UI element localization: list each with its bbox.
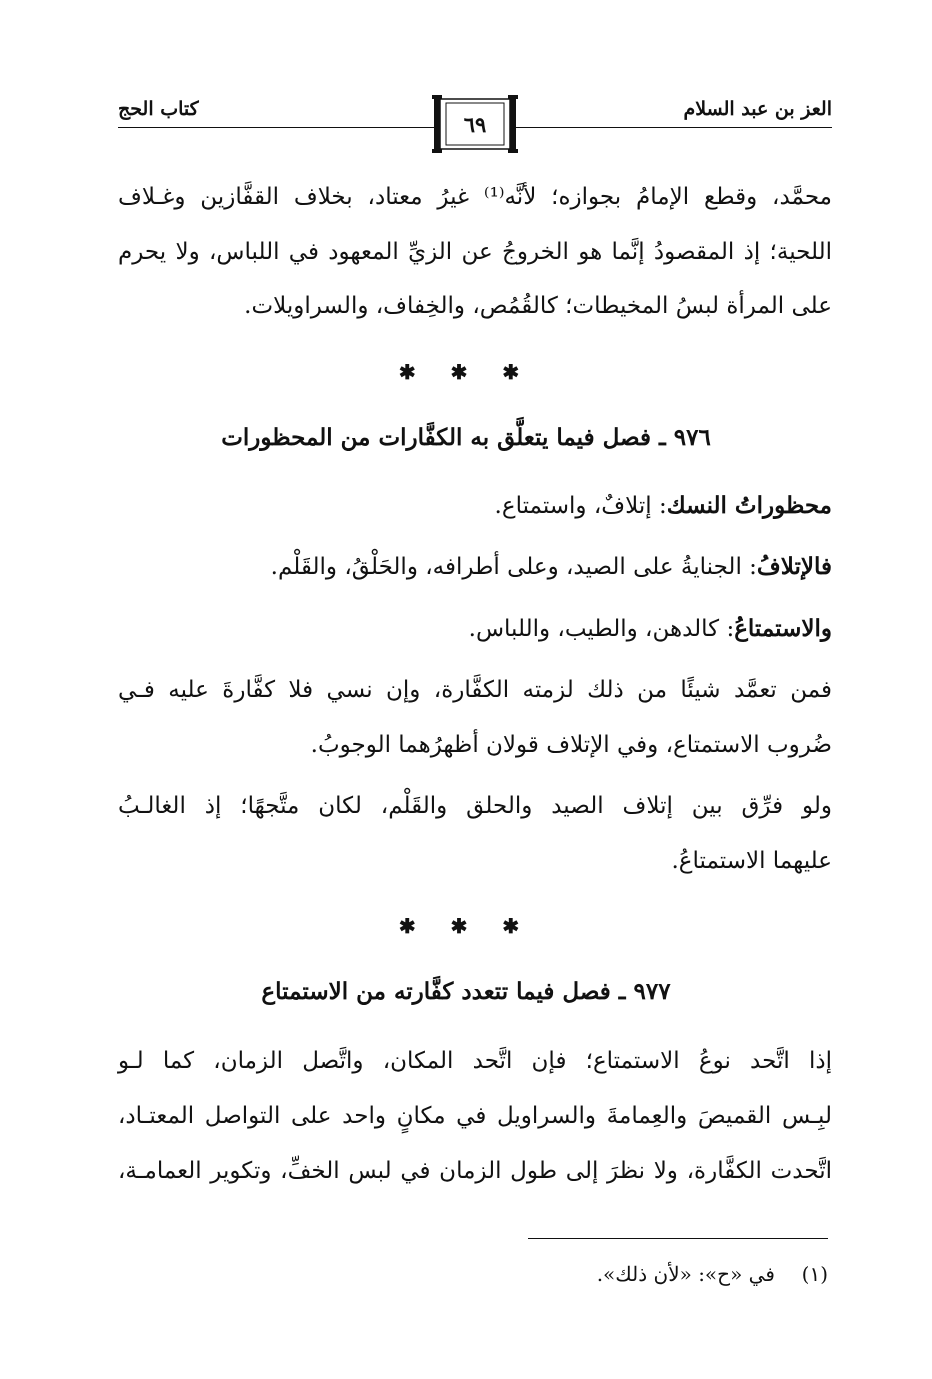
paragraph-line: لبِـس القميصَ والعِمامةَ والسراويل في مكانٍ واحد على التواصل المعتـاد، xyxy=(118,1103,832,1129)
paragraph-line: اتَّحدت الكفَّارة، ولا نظرَ إلى طول الزمان في لبس الخفِّ، وتكوير العمامـة، xyxy=(118,1158,832,1184)
paragraph-line: ولو فرِّق بين إتلاف الصيد والحلق والقَلْم، لكان متَّجهًا؛ إذ الغالـبُ xyxy=(118,793,832,819)
paragraph-line xyxy=(469,614,832,644)
paragraph-line: عليهما الاستمتاعُ. xyxy=(671,848,832,874)
paragraph-line: على المرأة لبسُ المخيطات؛ كالقُمُص، والخِفاف، والسراويلات. xyxy=(244,293,832,319)
section-heading-976: ٩٧٦ ـ فصل فيما يتعلَّق به الكفَّارات من المحظورات xyxy=(221,424,711,451)
term-definition: : إتلافٌ، واستمتاع. xyxy=(494,493,667,519)
section-separator: ✱ ✱ ✱ xyxy=(398,360,534,384)
term-definition: : الجنايةُ على الصيد، وعلى أطرافه، والحَلْقُ، والقَلْم. xyxy=(270,554,757,580)
paragraph-line: إذا اتَّحد نوعُ الاستمتاع؛ فإن اتَّحد المكان، واتَّصل الزمان، كما لـو xyxy=(118,1048,832,1074)
footnote-text: في «ح»: «لأن ذلك». xyxy=(596,1262,775,1286)
header-rule-left xyxy=(118,127,440,128)
term-bold: محظوراتُ النسك xyxy=(666,492,832,519)
term-bold: فالإتلافُ xyxy=(756,553,832,580)
paragraph-line: اللحية؛ إذ المقصودُ إنَّما هو الخروجُ عن الزيِّ المعهود في اللباس، ولا يحرم xyxy=(118,239,832,265)
paragraph-line: محمَّد، وقطع الإمامُ بجوازه؛ لأنَّه⁽¹⁾ غيرُ معتاد، بخلاف القفَّازين وغـلاف xyxy=(118,184,832,210)
paragraph-line xyxy=(495,491,832,521)
section-separator: ✱ ✱ ✱ xyxy=(398,914,534,938)
section-heading-977: ٩٧٧ ـ فصل فيما تتعدد كفَّارته من الاستمتاع xyxy=(261,978,671,1005)
term-bold: والاستمتاعُ xyxy=(734,615,832,642)
running-header-book-title: كتاب الحج xyxy=(118,98,199,120)
term-definition: : كالدهن، والطيب، واللباس. xyxy=(468,616,735,642)
footnote-rule xyxy=(528,1238,828,1239)
paragraph-line xyxy=(271,552,832,582)
footnote-marker: (١) xyxy=(801,1262,828,1286)
running-header-author: العز بن عبد السلام xyxy=(683,98,832,120)
header-rule-right xyxy=(516,127,832,128)
page-number: ٦٩ xyxy=(463,112,487,137)
paragraph-line: ضُروب الاستمتاع، وفي الإتلاف قولان أظهرُهما الوجوبُ. xyxy=(310,732,832,758)
footnote xyxy=(597,1262,828,1286)
paragraph-line: فمن تعمَّد شيئًا من ذلك لزمته الكفَّارة، وإن نسي فلا كفَّارةَ عليه فـي xyxy=(118,677,832,703)
